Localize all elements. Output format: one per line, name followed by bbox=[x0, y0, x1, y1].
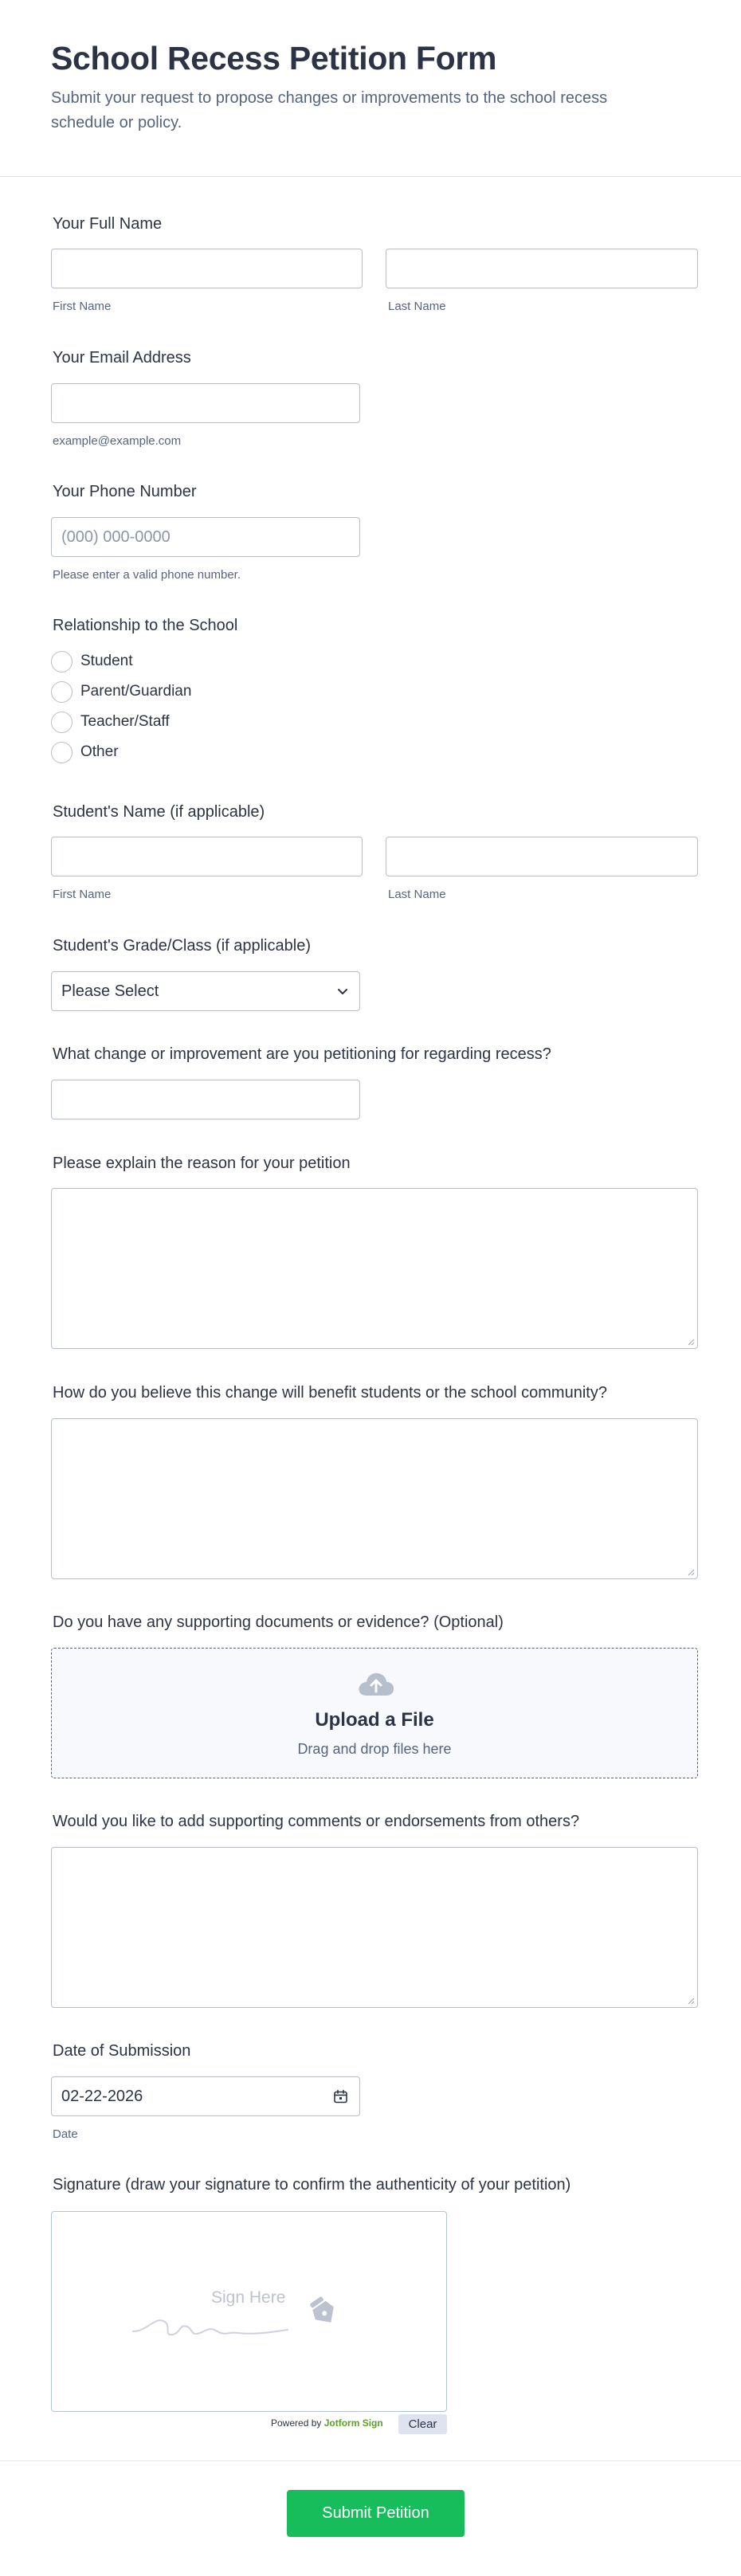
jotform-sign-brand[interactable]: Jotform Sign bbox=[323, 2417, 383, 2429]
file-upload-dropzone[interactable] bbox=[51, 1648, 698, 1778]
comments-label: Would you like to add supporting comments or endorsements from others? bbox=[53, 1813, 580, 1830]
last-name-sublabel: Last Name bbox=[388, 300, 446, 313]
last-name-input[interactable] bbox=[386, 249, 698, 288]
phone-input[interactable]: (000) 000-0000 bbox=[51, 517, 360, 557]
clear-signature-button[interactable]: Clear bbox=[398, 2414, 447, 2434]
date-input[interactable] bbox=[51, 2076, 360, 2116]
radio-label: Other bbox=[80, 743, 119, 760]
student-first-name-input[interactable] bbox=[51, 837, 363, 876]
radio-button[interactable] bbox=[51, 651, 73, 672]
email-label: Your Email Address bbox=[53, 349, 191, 367]
date-sublabel: Date bbox=[53, 2127, 78, 2141]
reason-label: Please explain the reason for your petition bbox=[53, 1155, 351, 1172]
signature-label: Signature (draw your signature to confirm the authenticity of your petition) bbox=[53, 2176, 571, 2194]
full-name-label: Your Full Name bbox=[53, 215, 163, 233]
date-label: Date of Submission bbox=[53, 2042, 191, 2060]
resize-handle-icon[interactable] bbox=[687, 1338, 695, 1346]
reason-textarea[interactable] bbox=[51, 1188, 698, 1349]
upload-title: Upload a File bbox=[315, 1709, 434, 1731]
radio-label: Parent/Guardian bbox=[80, 683, 192, 700]
powered-prefix: Powered by bbox=[271, 2417, 322, 2429]
student-last-name-input[interactable] bbox=[386, 837, 698, 876]
cloud-upload-icon bbox=[357, 1669, 395, 1698]
date-value: 02-22-2026 bbox=[61, 2088, 143, 2105]
change-input[interactable] bbox=[51, 1080, 360, 1119]
student-first-name-sublabel: First Name bbox=[53, 888, 112, 901]
radio-option-student[interactable] bbox=[51, 650, 133, 672]
form-header bbox=[0, 0, 741, 177]
email-field[interactable] bbox=[51, 383, 360, 423]
change-label: What change or improvement are you petitioning for regarding recess? bbox=[53, 1045, 551, 1063]
grade-select[interactable] bbox=[51, 971, 360, 1011]
comments-textarea[interactable] bbox=[51, 1847, 698, 2008]
phone-sublabel: Please enter a valid phone number. bbox=[53, 568, 241, 582]
submit-button[interactable]: Submit Petition bbox=[287, 2490, 465, 2537]
grade-select-value: Please Select bbox=[61, 982, 159, 1000]
upload-label: Do you have any supporting documents or evidence? (Optional) bbox=[53, 1613, 504, 1631]
relationship-label: Relationship to the School bbox=[53, 617, 238, 634]
benefit-textarea[interactable] bbox=[51, 1418, 698, 1579]
calendar-icon[interactable] bbox=[333, 2089, 348, 2104]
radio-option-other[interactable] bbox=[51, 741, 119, 763]
upload-subtitle: Drag and drop files here bbox=[297, 1741, 452, 1757]
footer-divider bbox=[0, 2460, 741, 2461]
phone-label: Your Phone Number bbox=[53, 483, 197, 500]
radio-option-parent[interactable] bbox=[51, 680, 191, 703]
radio-label: Teacher/Staff bbox=[80, 713, 170, 730]
page-title: School Recess Petition Form bbox=[51, 40, 497, 76]
chevron-down-icon bbox=[335, 984, 350, 998]
signature-placeholder: Sign Here bbox=[211, 2288, 286, 2307]
radio-button[interactable] bbox=[51, 712, 73, 733]
page-subtitle: Submit your request to propose changes or improvements to the school recess schedule or policy. bbox=[51, 89, 608, 131]
first-name-sublabel: First Name bbox=[53, 300, 112, 313]
student-last-name-sublabel: Last Name bbox=[388, 888, 446, 901]
email-sublabel: example@example.com bbox=[53, 434, 182, 448]
radio-option-teacher[interactable] bbox=[51, 711, 170, 733]
grade-label: Student's Grade/Class (if applicable) bbox=[53, 937, 311, 955]
first-name-input[interactable] bbox=[51, 249, 363, 288]
resize-handle-icon[interactable] bbox=[687, 1568, 695, 1576]
student-name-label: Student's Name (if applicable) bbox=[53, 803, 265, 821]
powered-by bbox=[271, 2417, 383, 2429]
benefit-label: How do you believe this change will benefit students or the school community? bbox=[53, 1384, 607, 1402]
radio-button[interactable] bbox=[51, 742, 73, 763]
signature-pad[interactable] bbox=[51, 2211, 447, 2412]
resize-handle-icon[interactable] bbox=[687, 1997, 695, 2005]
radio-label: Student bbox=[80, 653, 133, 669]
radio-button[interactable] bbox=[51, 681, 73, 703]
